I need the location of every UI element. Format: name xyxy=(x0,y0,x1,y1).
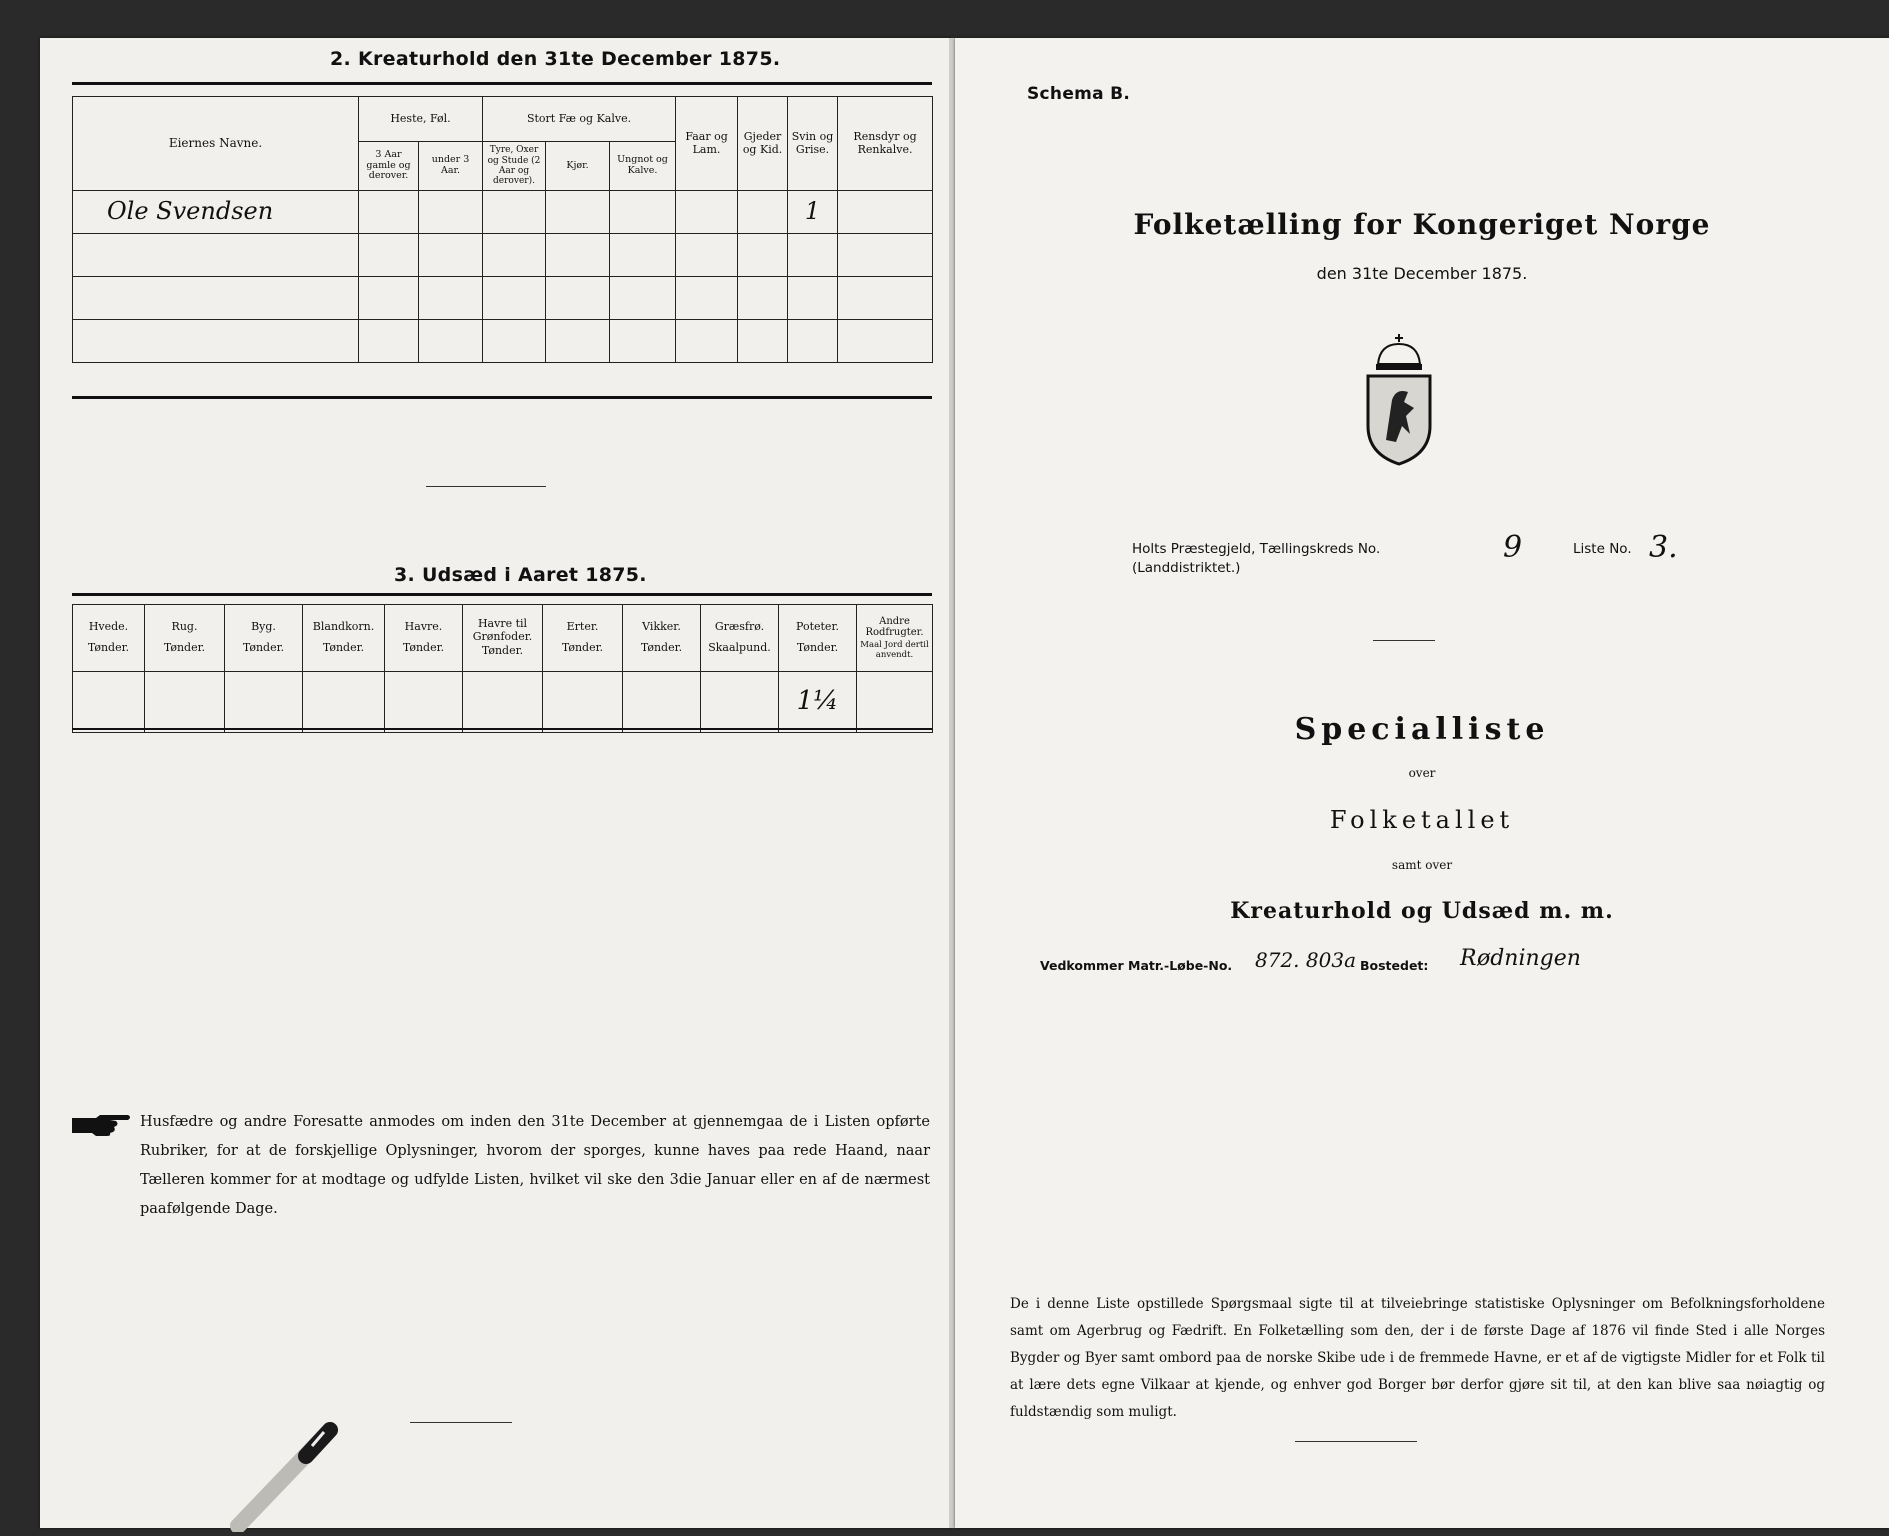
col-cattle: Stort Fæ og Kalve. xyxy=(483,97,676,142)
seed-col-gronfoder: Havre til Grønfoder. Tønder. xyxy=(463,605,543,672)
separator xyxy=(410,1422,512,1423)
col-horses: Heste, Føl. xyxy=(359,97,483,142)
notice-text: Husfædre og andre Foresatte anmodes om inden den 31te December at gjennemgaa de i Listen opførte Rubriker, for at de forskjellige Oplysninger, hvorom der sporges, kunne haves paa rede Haand, naar Tælleren kommer for at modtage og udfylde Listen, hvilket vil ske den 3die Januar eller en af de nærmest paafølgende Dage. xyxy=(140,1114,930,1217)
seed-col-rug: Rug. Tønder. xyxy=(145,605,225,672)
col-young-cattle: Ungnot og Kalve. xyxy=(610,142,676,191)
seed-col-rodfrugter: Andre Rodfrugter. Maal Jord dertil anvendt. xyxy=(857,605,933,672)
table-bottom-rule xyxy=(72,396,932,399)
col-cows: Kjør. xyxy=(546,142,610,191)
kreaturhold-title: Kreaturhold og Udsæd m. m. xyxy=(1230,898,1614,924)
col-horses-young: under 3 Aar. xyxy=(419,142,483,191)
col-owner-name: Eiernes Navne. xyxy=(73,97,359,191)
samt-over-label: samt over xyxy=(1391,858,1453,872)
livestock-heading: 2. Kreaturhold den 31te December 1875. xyxy=(330,48,781,70)
folketallet-title: Folketallet xyxy=(1329,806,1515,834)
seed-col-blandkorn: Blandkorn. Tønder. xyxy=(303,605,385,672)
schema-label: Schema B. xyxy=(1027,84,1131,104)
separator xyxy=(1373,640,1435,641)
seed-col-poteter: Poteter. Tønder. xyxy=(779,605,857,672)
district-number: 9 xyxy=(1503,530,1523,565)
col-sheep: Faar og Lam. xyxy=(676,97,738,191)
bostedet-value: Rødningen xyxy=(1460,946,1581,971)
right-page xyxy=(955,38,1889,1528)
col-goats: Gjeder og Kid. xyxy=(738,97,788,191)
matr-label: Vedkommer Matr.-Løbe-No. xyxy=(1040,958,1233,973)
liste-number: 3. xyxy=(1649,530,1678,565)
table-row xyxy=(73,320,933,363)
coat-of-arms-icon xyxy=(1360,330,1438,470)
seed-col-hvede: Hvede. Tønder. xyxy=(73,605,145,672)
district-line: (Landdistriktet.) xyxy=(1132,560,1241,576)
table-row xyxy=(73,234,933,277)
col-bulls: Tyre, Oxer og Stude (2 Aar og derover). xyxy=(483,142,546,191)
pointing-hand-icon xyxy=(70,1112,132,1138)
table-top-rule xyxy=(72,82,932,85)
owner-entry: Ole Svendsen xyxy=(73,191,359,234)
specialliste-title: Specialliste xyxy=(1294,712,1550,747)
liste-label: Liste No. xyxy=(1573,541,1632,557)
seed-heading: 3. Udsæd i Aaret 1875. xyxy=(394,564,647,586)
col-horses-old: 3 Aar gamle og derover. xyxy=(359,142,419,191)
col-reindeer: Rensdyr og Renkalve. xyxy=(838,97,933,191)
seed-col-vikker: Vikker. Tønder. xyxy=(623,605,701,672)
parish-line: Holts Præstegjeld, Tællingskreds No. xyxy=(1132,541,1381,557)
seed-col-graesfro: Græsfrø. Skaalpund. xyxy=(701,605,779,672)
separator xyxy=(1295,1441,1417,1442)
seed-bottom-rule xyxy=(72,728,932,730)
separator xyxy=(426,486,546,487)
table-row xyxy=(73,191,933,234)
over-label: over xyxy=(1408,766,1436,780)
seed-table xyxy=(72,604,933,733)
pen-icon xyxy=(220,1422,340,1532)
bostedet-label: Bostedet: xyxy=(1360,958,1429,973)
left-page xyxy=(40,38,952,1528)
document-date: den 31te December 1875. xyxy=(1316,264,1528,283)
poteter-entry: 1¼ xyxy=(779,672,857,733)
matr-value: 872. 803a xyxy=(1255,948,1356,972)
pigs-entry: 1 xyxy=(788,191,838,234)
closing-text: De i denne Liste opstillede Spørgsmaal sigte til at tilveiebringe statistiske Oplysninger om Befolkningsforholdene samt om Agerbrug og Fædrift. En Folketælling som den, der i de første Dage af 1876 vil finde Sted i alle Norges Bygder og Byer samt ombord paa de norske Skibe ude i de fremmede Havne, er et af de vigtigste Midler for et Folk til at lære dets egne Vilkaar at kjende, og enhver god Borger bør derfor gjøre sit til, at den kan blive saa nøiagtig og fuldstændig som muligt. xyxy=(1010,1296,1825,1420)
table-row xyxy=(73,277,933,320)
document-title: Folketælling for Kongeriget Norge xyxy=(1133,208,1711,241)
col-pigs: Svin og Grise. xyxy=(788,97,838,191)
seed-top-rule xyxy=(72,593,932,596)
seed-col-havre: Havre. Tønder. xyxy=(385,605,463,672)
table-row xyxy=(73,672,933,733)
livestock-table xyxy=(72,96,933,363)
seed-col-erter: Erter. Tønder. xyxy=(543,605,623,672)
seed-col-byg: Byg. Tønder. xyxy=(225,605,303,672)
